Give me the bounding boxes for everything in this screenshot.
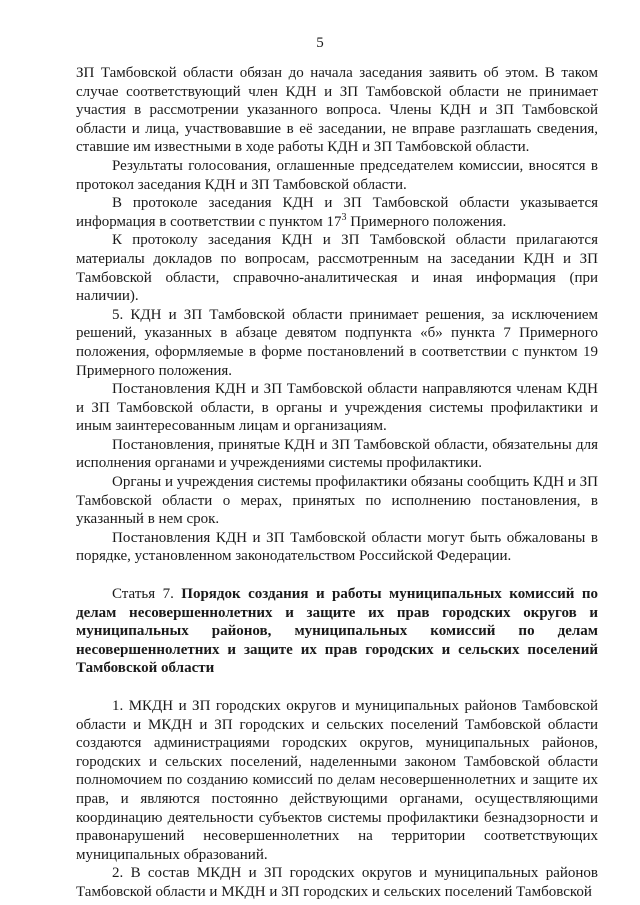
spacer (76, 566, 598, 585)
article-title: Порядок создания и работы муниципальных комиссий по делам несовершеннолетних и защите их прав городских округов и муниципальных районов, муниципальных комиссий по делам несовершеннолетних и защите их прав городских и сельских поселений Тамбовской области (76, 586, 598, 677)
paragraph-article-point-1: 1. МКДН и ЗП городских округов и муниципальных районов Тамбовской области и МКДН и ЗП городских и сельских поселений Тамбовской области создаются администрациями городских округов, муниципальных районов, городских и сельских поселений, наделенными законом Тамбовской области полномочием по созданию комиссий по делам несовершеннолетних и защите их прав, и являются постоянно действующими органами, осуществляющими координацию деятельности субъектов системы профилактики безнадзорности и правонарушений несовершеннолетних на территории соответствующих муниципальных образований. (76, 698, 598, 863)
paragraph-report-measures: Органы и учреждения системы профилактики обязаны сообщить КДН и ЗП Тамбовской области о мерах, принятых по исполнению постановления, в указанный в нем срок. (76, 474, 598, 528)
paragraph-article-point-2: 2. В состав МКДН и ЗП городских округов и муниципальных районов Тамбовской области и МКДН и ЗП городских и сельских поселений Тамбовской (76, 865, 598, 900)
article-prefix: Статья 7. (112, 586, 182, 603)
paragraph-appeal: Постановления КДН и ЗП Тамбовской области могут быть обжалованы в порядке, установленном законодательством Российской Федерации. (76, 529, 598, 565)
paragraph-resolutions-sent: Постановления КДН и ЗП Тамбовской области направляются членам КДН и ЗП Тамбовской области, в органы и учреждения системы профилактики и иным заинтересованным лицам и организациям. (76, 381, 598, 435)
footnote-superscript: 3 (341, 211, 347, 223)
article-heading (76, 585, 598, 678)
paragraph-continuation: ЗП Тамбовской области обязан до начала заседания заявить об этом. В таком случае соответствующий член КДН и ЗП Тамбовской области не принимает участия в рассмотрении указанного вопроса. Члены КДН и ЗП Тамбовской области и лица, участвовавшие в её заседании, не вправе разглашать сведения, ставшие им известными в ходе работы КДН и ЗП Тамбовской области. (76, 65, 598, 156)
page-number: 5 (316, 35, 324, 51)
paragraph-voting-results: Результаты голосования, оглашенные председателем комиссии, вносятся в протокол заседания КДН и ЗП Тамбовской области. (76, 157, 598, 193)
paragraph-protocol-text-after: Примерного положения. (346, 213, 507, 230)
spacer (76, 678, 598, 697)
paragraph-protocol-attachments: К протоколу заседания КДН и ЗП Тамбовской области прилагаются материалы докладов по вопросам, рассмотренным на заседании КДН и ЗП Тамбовской области, справочно-аналитическая и иная информация (при наличии). (76, 232, 598, 305)
paragraph-protocol-info (76, 194, 598, 231)
document-body (76, 64, 598, 902)
paragraph-resolutions-binding: Постановления, принятые КДН и ЗП Тамбовской области, обязательны для исполнения органами и учреждениями системы профилактики. (76, 436, 598, 472)
paragraph-decisions: 5. КДН и ЗП Тамбовской области принимает решения, за исключением решений, указанных в абзаце девятом подпункта «б» пункта 7 Примерного положения, оформляемые в форме постановлений в соответствии с пунктом 19 Примерного положения. (76, 306, 598, 379)
paragraph-protocol-text-before: В протоколе заседания КДН и ЗП Тамбовской области указывается информация в соответствии с пунктом 17 (76, 195, 598, 230)
